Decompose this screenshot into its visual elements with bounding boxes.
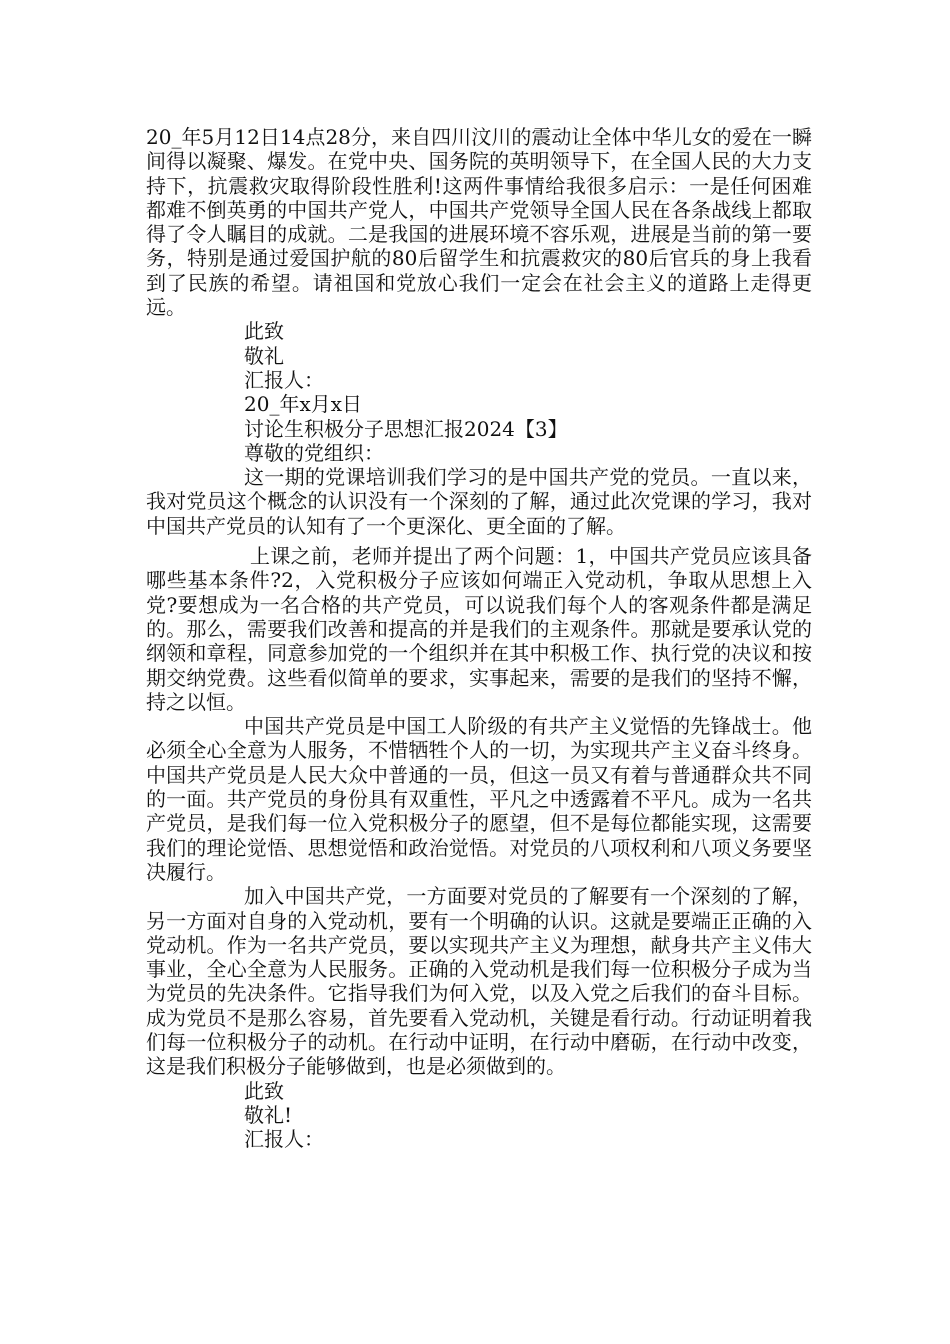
closing-cizhi: 此致: [244, 319, 284, 344]
closing-jingli-2: 敬礼!: [244, 1102, 293, 1127]
document-body: [146, 125, 812, 1151]
paragraph-earthquake: 20_年5月12日14点28分，来自四川汶川的震动让全体中华儿女的爱在一瞬间得以凝聚、爆发。在党中央、国务院的英明领导下，在全国人民的大力支持下，抗震救灾取得阶段性胜利!这两件事情给我很多启示：一是任何困难都难不倒英勇的中国共产党人，中国共产党领导全国人民在各条战线上都取得了令人瞩目的成就。二是我国的进展环境不容乐观，进展是当前的第一要务，特别是通过爱国护航的80后留学生和抗震救灾的80后官兵的身上我看到了民族的希望。请祖国和党放心我们一定会在社会主义的道路上走得更远。: [146, 125, 812, 320]
reporter-label-2: 汇报人：: [244, 1127, 324, 1152]
closing-cizhi-2: 此致: [244, 1078, 284, 1103]
paragraph-motivation: 加入中国共产党，一方面要对党员的了解要有一个深刻的了解，另一方面对自身的入党动机，要有一个明确的认识。这就是要端正正确的入党动机。作为一名共产党员，要以实现共产主义为理想，献身共产主义伟大事业，全心全意为人民服务。正确的入党动机是我们每一位积极分子成为当为党员的先决条件。它指导我们为何入党，以及入党之后我们的奋斗目标。成为党员不是那么容易，首先要看入党动机，关键是看行动。行动证明着我们每一位积极分子的动机。在行动中证明，在行动中磨砺，在行动中改变，这是我们积极分子能够做到，也是必须做到的。: [146, 884, 812, 1079]
salutation: 尊敬的党组织：: [244, 440, 384, 465]
paragraph-two-questions: 上课之前，老师并提出了两个问题：1，中国共产党员应该具备哪些基本条件?2，入党积极分子应该如何端正入党动机，争取从思想上入党?要想成为一名合格的共产党员，可以说我们每个人的客观条件都是满足的。那么，需要我们改善和提高的并是我们的主观条件。那就是要承认党的纲领和章程，同意参加党的一个组织并在其中积极工作、执行党的决议和按期交纳党费。这些看似简单的要求，实事起来，需要的是我们的坚持不懈，持之以恒。: [146, 544, 812, 714]
section-title: 讨论生积极分子思想汇报2024【3】: [244, 416, 568, 441]
closing-jingli: 敬礼: [244, 343, 284, 368]
reporter-label: 汇报人：: [244, 367, 324, 392]
report-date: 20_年x月x日: [244, 392, 363, 417]
paragraph-vanguard: 中国共产党员是中国工人阶级的有共产主义觉悟的先锋战士。他必须全心全意为人服务，不惜牺牲个人的一切，为实现共产主义奋斗终身。中国共产党员是人民大众中普通的一员，但这一员又有着与普通群众共不同的一面。共产党员的身份具有双重性，平凡之中透露着不平凡。成为一名共产党员，是我们每一位入党积极分子的愿望，但不是每位都能实现，这需要我们的理论觉悟、思想觉悟和政治觉悟。对党员的八项权利和八项义务要坚决履行。: [146, 714, 812, 884]
paragraph-party-class: 这一期的党课培训我们学习的是中国共产党的党员。一直以来，我对党员这个概念的认识没有一个深刻的了解，通过此次党课的学习，我对中国共产党员的认知有了一个更深化、更全面的了解。: [146, 465, 812, 538]
